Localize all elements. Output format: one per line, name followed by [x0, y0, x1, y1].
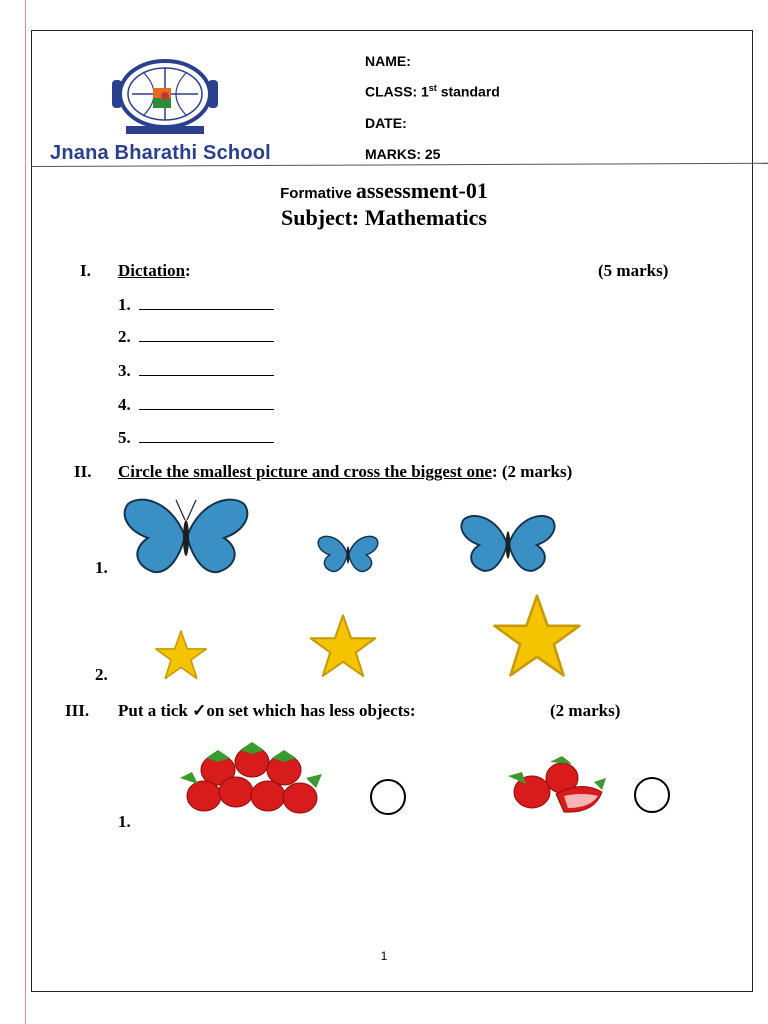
- answer-blank[interactable]: [139, 327, 274, 342]
- assessment-title-large: assessment-01: [355, 178, 488, 203]
- name-label: NAME:: [365, 53, 411, 69]
- section1-heading: [118, 261, 191, 281]
- dictation-item-5[interactable]: [118, 428, 274, 448]
- star-small-image[interactable]: [154, 630, 208, 680]
- strawberry-group-small-image[interactable]: [502, 752, 608, 820]
- section1-numeral: I.: [80, 261, 91, 280]
- section1-heading-colon: :: [185, 261, 191, 280]
- star-large-image[interactable]: [492, 594, 582, 678]
- section1-marks: (5 marks): [598, 261, 669, 280]
- answer-blank[interactable]: [139, 361, 274, 376]
- butterfly-large-image[interactable]: [120, 492, 252, 576]
- dictation-item-1[interactable]: [118, 295, 274, 315]
- strawberry-group-large-image[interactable]: [176, 738, 328, 824]
- class-label: [365, 83, 500, 100]
- section2-row1-number: 1.: [95, 558, 108, 577]
- dictation-item-number: 5.: [118, 428, 131, 447]
- section2-marks: : (2 marks): [491, 462, 573, 481]
- class-label-suffix: standard: [436, 83, 500, 100]
- answer-circle-2[interactable]: [634, 777, 670, 813]
- class-label-text: CLASS: 1: [365, 83, 429, 100]
- answer-blank[interactable]: [139, 428, 274, 443]
- page-margin-line: [25, 0, 26, 1024]
- star-medium-image[interactable]: [308, 614, 378, 678]
- answer-blank[interactable]: [139, 295, 274, 310]
- dictation-item-4[interactable]: [118, 395, 274, 415]
- date-label: DATE:: [365, 115, 407, 131]
- section2-numeral: II.: [74, 462, 92, 481]
- section2-heading: [118, 462, 572, 482]
- assessment-title-small: Formative: [280, 185, 352, 202]
- page-number: 1: [380, 949, 388, 963]
- section2-row2-number: 2.: [95, 665, 108, 684]
- class-label-superscript: st: [428, 83, 437, 93]
- answer-blank[interactable]: [139, 395, 274, 410]
- dictation-item-number: 3.: [118, 361, 131, 380]
- subject-title: Subject: Mathematics: [281, 205, 487, 230]
- section3-heading-post: on set which has less objects:: [206, 701, 416, 720]
- section3-marks: (2 marks): [550, 701, 621, 720]
- answer-circle-1[interactable]: [370, 779, 406, 815]
- section3-row1-number: 1.: [118, 812, 131, 831]
- section3-numeral: III.: [65, 701, 90, 720]
- assessment-title: [0, 178, 768, 204]
- tick-icon: ✓: [192, 701, 207, 720]
- section3-heading: [118, 701, 416, 721]
- section1-heading-text: Dictation: [118, 261, 186, 280]
- school-name: Jnana Bharathi School: [50, 142, 271, 164]
- marks-label: MARKS: 25: [365, 146, 441, 162]
- butterfly-small-image[interactable]: [316, 530, 380, 576]
- section3-heading-pre: Put a tick: [118, 701, 193, 720]
- dictation-item-3[interactable]: [118, 361, 274, 381]
- dictation-item-number: 1.: [118, 295, 131, 314]
- dictation-item-2[interactable]: [118, 327, 274, 347]
- dictation-item-number: 2.: [118, 327, 131, 346]
- section2-heading-text: Circle the smallest picture and cross the biggest one: [118, 462, 492, 481]
- butterfly-medium-image[interactable]: [458, 508, 558, 576]
- dictation-item-number: 4.: [118, 395, 131, 414]
